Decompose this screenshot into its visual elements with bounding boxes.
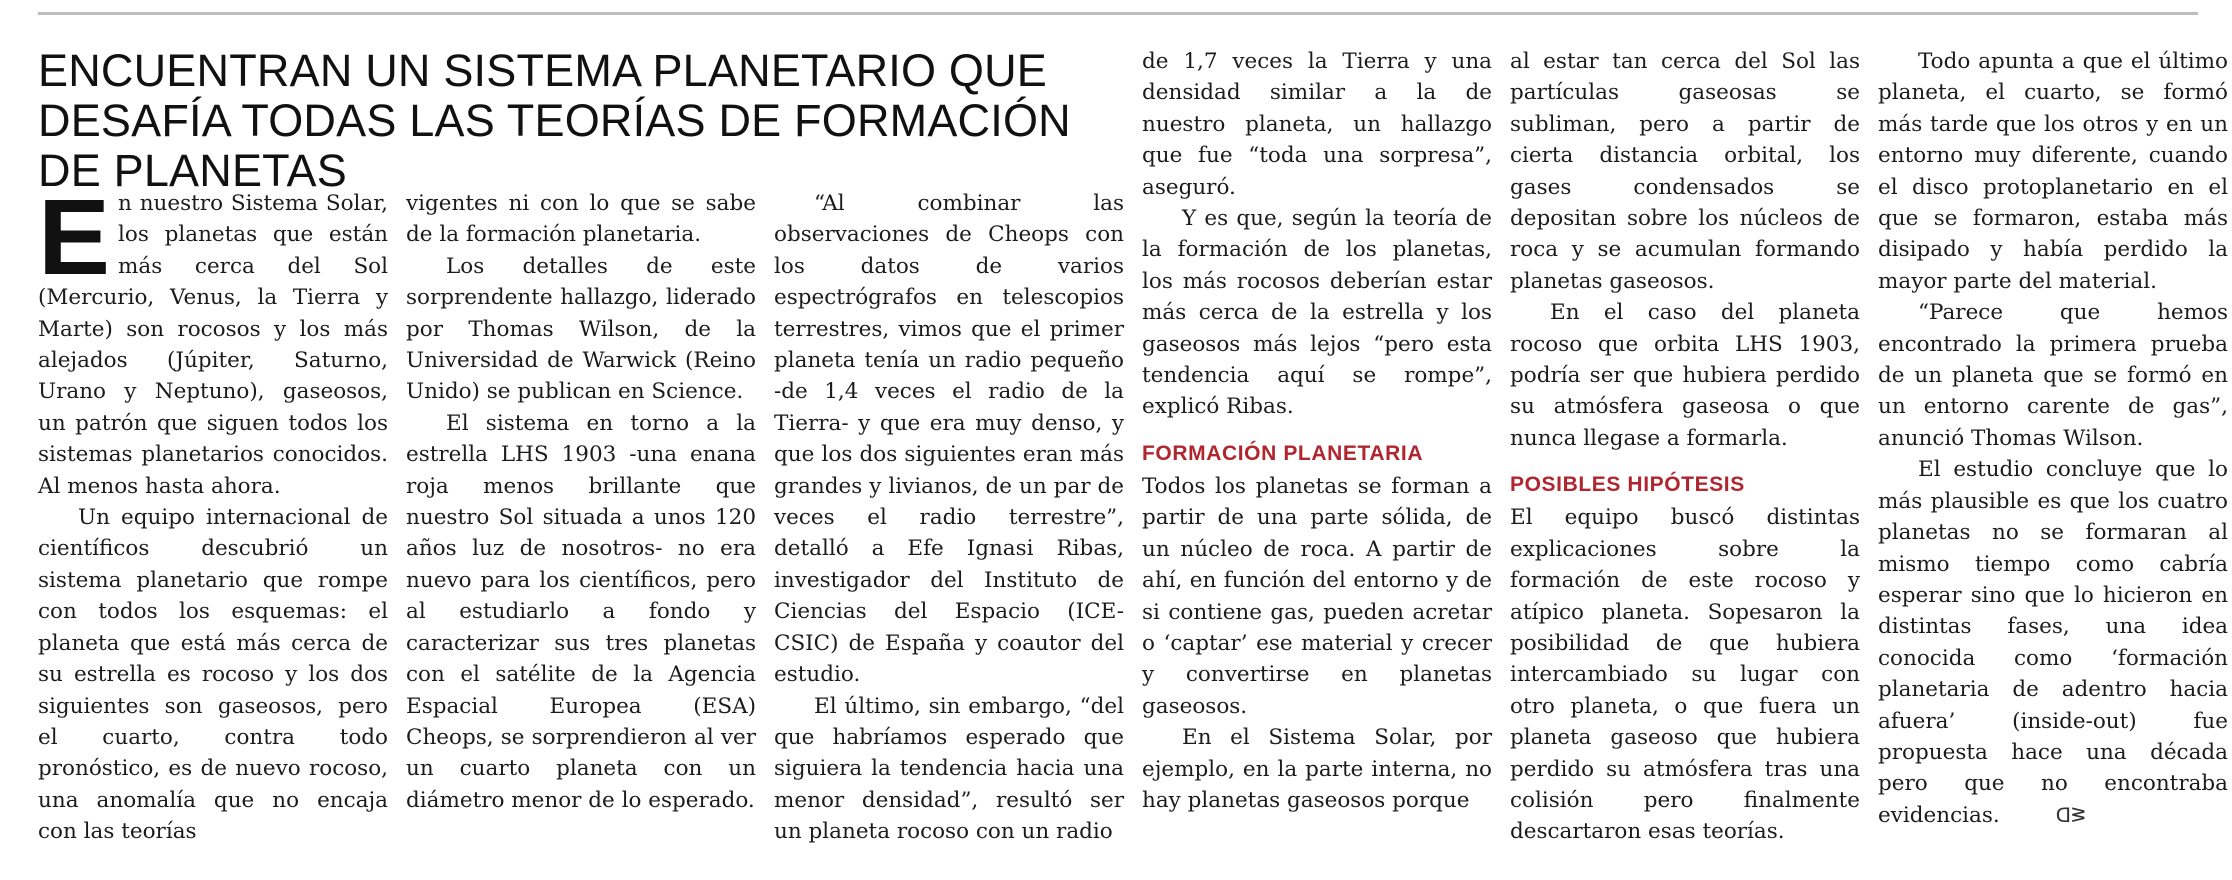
column-4 [1142,46,1492,816]
column-3 [774,188,1124,848]
column-1 [38,176,388,848]
paragraph: vigentes ni con lo que se sabe de la formación planetaria. [406,191,756,248]
paragraph: El sistema en torno a la estrella LHS 1903 -una enana roja menos brillante que nuestro Sol situada a unos 120 años luz de nosotros- no era nuevo para los científicos, pero al estudiarlo a fondo y caracterizar sus tres planetas con el satélite de la Agencia Espacial Europea (ESA) Cheops, se sorprendieron al ver un cuarto planeta con un diámetro menor de lo esperado. [406,410,756,813]
column-6 [1878,46,2228,832]
paragraph: Un equipo internacional de científicos descubrió un sistema planetario que rompe con todos los esquemas: el planeta que está más cerca de su estrella es rocoso y los dos siguientes son gaseosos, pero el cuarto, contra todo pronóstico, es de nuevo rocoso, una anomalía que no encaja con las teorías [38,505,388,845]
paragraph: En el caso del planeta rocoso que orbita LHS 1903, podría ser que hubiera perdido su atmósfera gaseosa o que nunca llegase a formarla. [1510,300,1860,451]
column-5 [1510,46,1860,848]
paragraph: Y es que, según la teoría de la formación de los planetas, los más rocosos deberían estar más cerca de la estrella y los gaseosos más lejos “pero esta tendencia aquí se rompe”, explicó Ribas. [1142,206,1492,420]
paragraph: Todo apunta a que el último planeta, el cuarto, se formó más tarde que los otros y en un entorno muy diferente, cuando el disco protoplanetario en el que se formaron, estaba más disipado y había perdido la mayor parte del material. [1878,49,2228,294]
subhead-formacion-planetaria: FORMACIÓN PLANETARIA [1142,441,1424,465]
paragraph: Los detalles de este sorprendente hallazgo, liderado por Thomas Wilson, de la Universidad de Warwick (Reino Unido) se publican en Science. [406,253,756,405]
paragraph: al estar tan cerca del Sol las partículas gaseosas se subliman, pero a partir de cierta distancia orbital, los gases condensados se depositan sobre los núcleos de roca y se acumulan formando planetas gaseosos. [1510,49,1860,294]
paragraph [1878,454,2228,832]
end-mark-icon: ᗡᕒ [2055,804,2086,827]
subhead-posibles-hipotesis: POSIBLES HIPÓTESIS [1510,473,1745,497]
paragraph [38,176,388,502]
paragraph-text: n nuestro Sistema Solar, los planetas que están más cerca del Sol (Mercurio, Venus, la Tierra y Marte) son rocosos y los más alejados (Júpiter, Saturno, Urano y Neptuno), gaseosos, un patrón que siguen todos los sistemas planetarios conocidos. Al menos hasta ahora. [38,191,388,499]
column-2 [406,188,756,816]
paragraph: “Parece que hemos encontrado la primera prueba de un planeta que se formó en un entorno carente de gas”, anunció Thomas Wilson. [1878,300,2228,451]
paragraph: El último, sin embargo, “del que habríamos esperado que siguiera la tendencia hacia una menor densidad”, resultó ser un planeta rocoso con un radio [774,693,1124,845]
top-rule [38,12,2198,15]
paragraph: En el Sistema Solar, por ejemplo, en la parte interna, no hay planetas gaseosos porque [1142,725,1492,813]
paragraph: “Al combinar las observaciones de Cheops con los datos de varios espectrógrafos en telescopios terrestres, vimos que el primer planeta tenía un radio pequeño -de 1,4 veces el radio de la Tierra- y que era muy denso, y que los dos siguientes eran más grandes y livianos, de un par de veces el radio terrestre”, detalló a Efe Ignasi Ribas, investigador del Instituto de Ciencias del Espacio (ICE-CSIC) de España y coautor del estudio. [774,191,1124,688]
paragraph: El equipo buscó distintas explicaciones sobre la formación de este rocoso y atípico planeta. Sopesaron la posibilidad de que hubiera intercambiado su lugar con otro planeta, o que fuera un planeta gaseoso que hubiera perdido su atmósfera tras una colisión pero finalmente descartaron esas teorías. [1510,505,1860,845]
paragraph: de 1,7 veces la Tierra y una densidad similar a la de nuestro planeta, un hallazgo que fue “toda una sorpresa”, aseguró. [1142,49,1492,200]
paragraph: Todos los planetas se forman a partir de una parte sólida, de un núcleo de roca. A partir de ahí, en función del entorno y de si contiene gas, pueden acretar o ‘captar’ ese material y crecer y convertirse en planetas gaseosos. [1142,473,1492,719]
drop-cap: E [38,176,111,297]
headline: ENCUENTRAN UN SISTEMA PLANETARIO QUE DESAFÍA TODAS LAS TEORÍAS DE FORMACIÓN DE PLANETAS [38,45,1071,196]
paragraph-text: El estudio concluye que lo más plausible es que los cuatro planetas no se formaran al mismo tiempo como cabría esperar sino que lo hicieron en distintas fases, una idea conocida como ‘formación planetaria de adentro hacia afuera’ (inside-out) fue propuesta hace una década pero que no encontraba evidencias. [1878,457,2228,828]
